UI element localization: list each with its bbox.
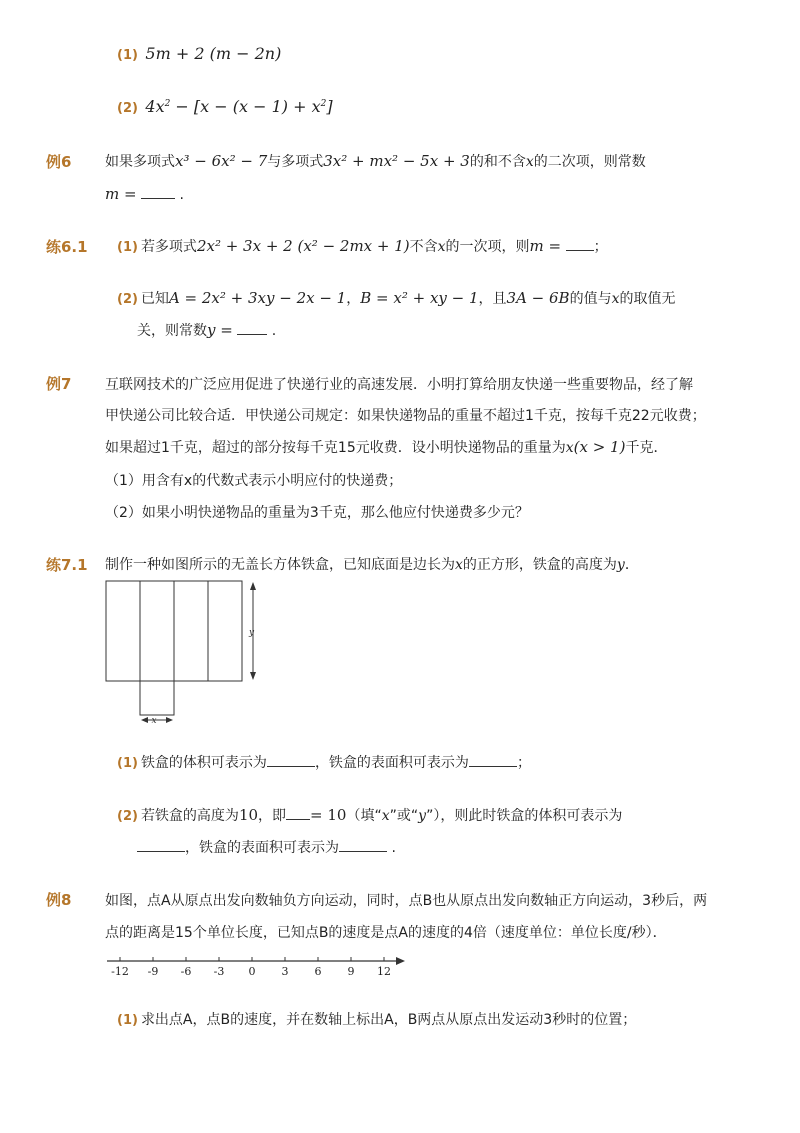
lian61-q1-end: ；	[593, 239, 608, 255]
ex6-p1: x³ − 6x² − 7	[175, 152, 268, 170]
ex8-q1-num: (1)	[117, 1013, 138, 1028]
lian71-t1: 制作一种如图所示的无盖长方体铁盒，已知底面是边长为	[105, 557, 455, 573]
lian71-q1-num: (1)	[117, 756, 138, 771]
lian61-q1-expr: 2x² + 3x + 2 (x² − 2mx + 1)	[196, 237, 410, 255]
lian61-q2-t4: 的取值无	[619, 291, 676, 307]
ex7-l3a: 如果超过1千克，超过的部分按每千克15元收费．设小明快递物品的重量为	[105, 440, 566, 456]
ex7-l1: 互联网技术的广泛应用促进了快递行业的高速发展．小明打算给朋友快递一些重要物品，经了解	[105, 377, 693, 393]
lian71-q1-end: ；	[516, 755, 531, 771]
tick-label: 3	[281, 965, 289, 978]
fig-label-x: x	[151, 716, 157, 726]
ex7-q2: （2）如果小明快递物品的重量为3千克，那么他应付快递费多少元？	[105, 505, 529, 521]
fig-label-y: y	[249, 628, 255, 638]
number-line-arrow	[396, 957, 405, 965]
prev-q2-sup: 2	[164, 99, 171, 109]
ex7-label: 例7	[46, 375, 72, 393]
ex6-p2: 3x² + mx² − 5x + 3	[323, 152, 470, 170]
prev-q2-b: − [x − (x − 1) + x	[170, 97, 321, 116]
lian61-q2-c: 3A − 6B	[506, 289, 570, 307]
tick-label: -9	[147, 965, 159, 978]
lian61-q1-t2: 不含	[409, 239, 438, 255]
lian61-q2-a: A = 2x² + 3xy − 2x − 1	[168, 289, 347, 307]
ex6-var: m =	[105, 185, 137, 203]
lian61-q1-v: x	[437, 239, 446, 255]
lian71-q2-l2: ，铁盒的表面积可表示为	[185, 840, 339, 856]
tick-label: -6	[180, 965, 192, 978]
lian71-q2-x: x	[381, 808, 390, 824]
ex7-l3m: (x > 1)	[573, 438, 626, 456]
tick-label: 9	[347, 965, 355, 978]
ex7-l3b: 千克．	[625, 440, 668, 456]
lian61-q2-t1: 已知	[140, 291, 169, 307]
tick-label: -12	[111, 965, 129, 978]
lian71-q1-t2: ，铁盒的表面积可表示为	[314, 755, 469, 771]
lian71-q2-n: 10	[238, 806, 259, 824]
ex7-l3v: x	[565, 440, 574, 456]
lian71-q2-t3: （填“	[346, 808, 382, 824]
ex6-label: 例6	[46, 153, 72, 171]
lian61-q2-sep: ，	[346, 291, 361, 307]
ex6-t4: 的二次项，则常数	[533, 154, 646, 170]
ex8-l1: 如图，点A从原点出发向数轴负方向运动，同时，点B也从原点出发向数轴正方向运动，3秒后，两	[105, 893, 708, 909]
lian61-q1-t1: 若多项式	[140, 239, 197, 255]
lian61-q1-num: (1)	[117, 240, 138, 255]
prev-q2-c: ]	[326, 97, 333, 116]
ex8-l2: 点的距离是15个单位长度，已知点B的速度是点A的速度的4倍（速度单位：单位长度/秒）．	[105, 925, 667, 941]
tick-label: -3	[213, 965, 225, 978]
ex8-label: 例8	[46, 891, 72, 909]
ex6-t3: 的和不含	[469, 154, 526, 170]
prev-q2-sup2: 2	[320, 99, 327, 109]
lian61-q2-b: B = x² + xy − 1	[360, 289, 479, 307]
lian71-q2-end: .	[391, 840, 396, 856]
lian61-q2-num: (2)	[117, 292, 138, 307]
lian71-q2-y: y	[418, 808, 427, 824]
prev-q1-expr: 5m + 2 (m − 2n)	[145, 44, 282, 63]
lian71-q2-num: (2)	[117, 809, 138, 824]
lian71-end: ．	[624, 557, 639, 573]
lian61-q2-v: x	[611, 291, 620, 307]
lian61-q1-var: m =	[529, 237, 562, 255]
ex7-q1: （1）用含有x的代数式表示小明应付的快递费；	[105, 473, 403, 489]
ex6-t1: 如果多项式	[105, 154, 175, 170]
lian61-q2-l2t: 关，则常数	[137, 323, 207, 339]
lian71-vy: y	[616, 557, 625, 573]
lian71-label: 练7.1	[46, 556, 88, 574]
lian61-q2-t3: 的值与	[569, 291, 612, 307]
prev-q1-num: (1)	[117, 48, 138, 63]
ex6-t2: 与多项式	[267, 154, 324, 170]
lian71-q1-t1: 铁盒的体积可表示为	[140, 755, 267, 771]
lian71-q2-t2: ，即	[258, 808, 287, 824]
ex7-l2: 甲快递公司比较合适．甲快递公司规定：如果快递物品的重量不超过1千克，按每千克22元收费；	[105, 408, 706, 424]
prev-q2-a: 4x	[145, 97, 165, 116]
prev-q2-num: (2)	[117, 101, 138, 116]
lian61-q2-end: .	[271, 323, 277, 339]
lian61-label: 练6.1	[46, 238, 88, 256]
ex8-q1-text: 求出点A，点B的速度，并在数轴上标出A，B两点从原点出发运动3秒时的位置；	[140, 1012, 637, 1028]
tick-label: 0	[248, 965, 256, 978]
ex6-end: .	[179, 187, 184, 203]
lian71-q2-eq: = 10	[310, 806, 347, 824]
lian71-v: x	[455, 557, 463, 573]
lian61-q1-t3: 的一次项，则	[445, 239, 530, 255]
tick-label: 12	[377, 965, 391, 978]
lian61-q2-var: y =	[207, 321, 233, 339]
tick-label: 6	[314, 965, 322, 978]
ex6-v: x	[525, 154, 534, 170]
lian71-t2: 的正方形，铁盒的高度为	[462, 557, 617, 573]
lian71-q2-t1: 若铁盒的高度为	[140, 808, 239, 824]
lian71-q2-t4: ”或“	[389, 808, 419, 824]
ex8-q1	[117, 1009, 636, 1029]
lian61-q2-t2: ，且	[478, 291, 507, 307]
lian71-q2-t5: ”），则此时铁盒的体积可表示为	[426, 808, 623, 824]
